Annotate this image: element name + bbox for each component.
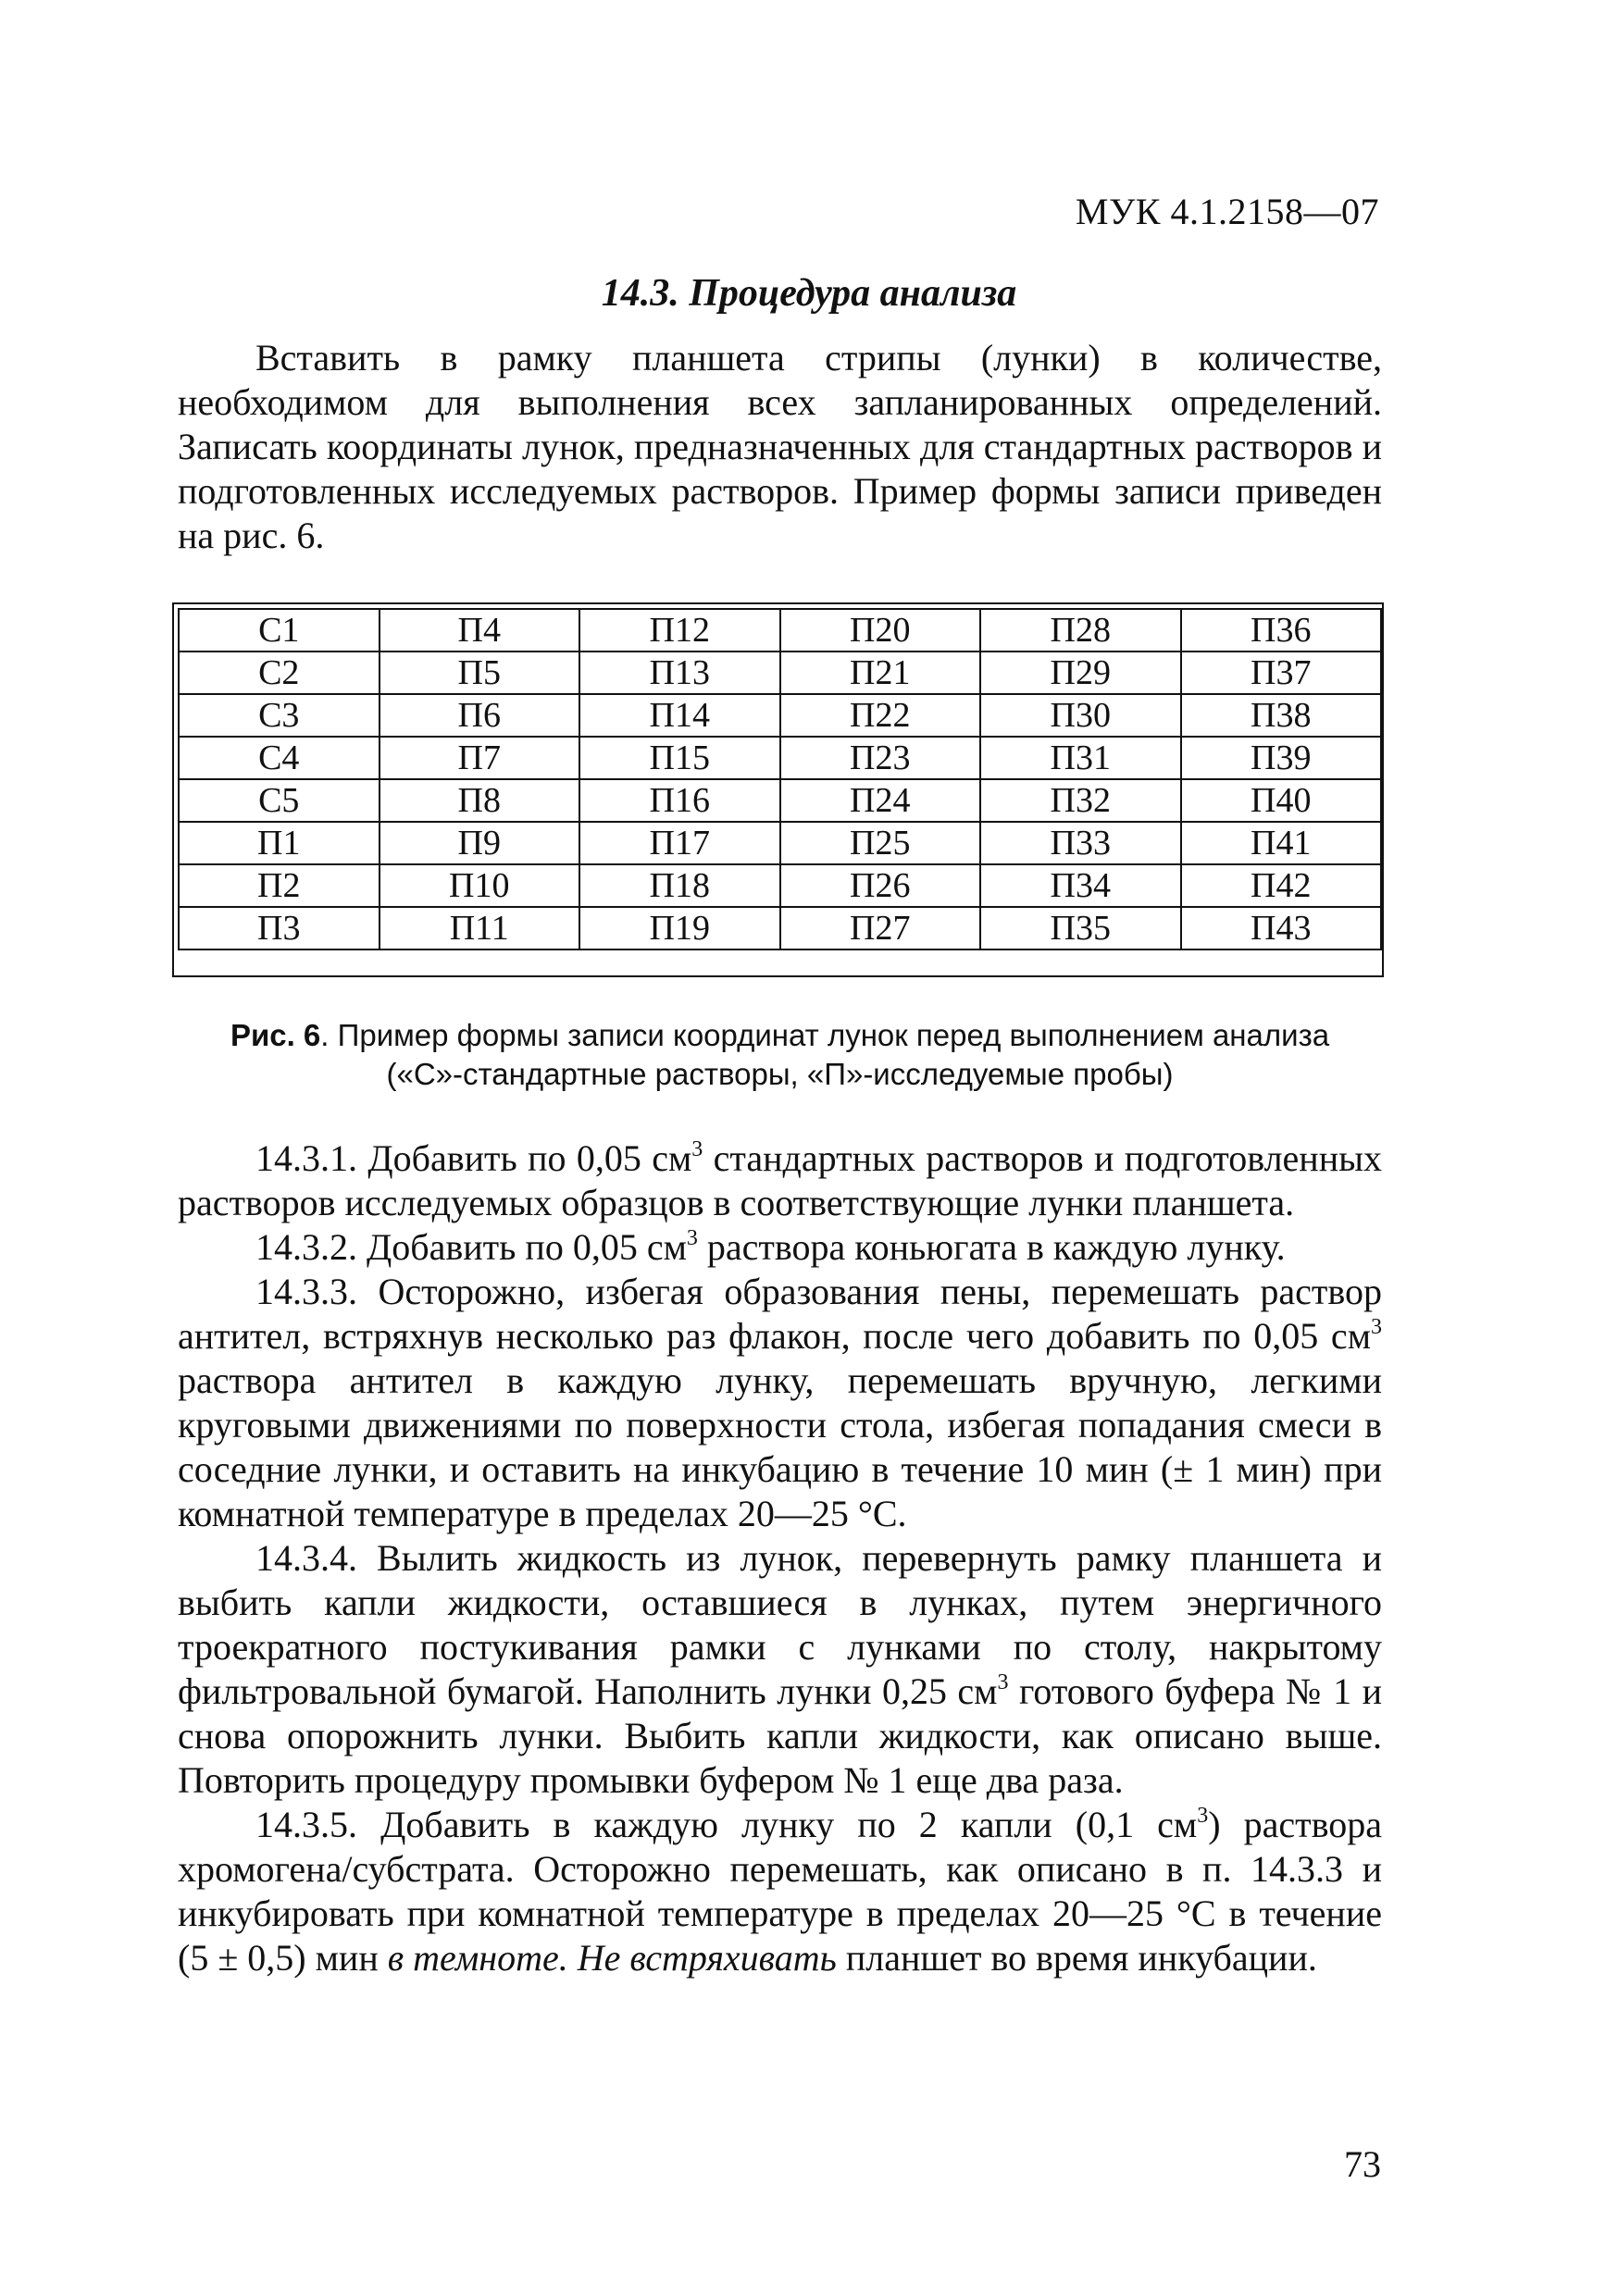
caption-line-1	[178, 1016, 1382, 1055]
step-14-3-3: 14.3.3. Осторожно, избегая образования пены, перемешать раствор антител, встряхнув несколько раз флакон, после чего добавить по 0,05 $см^3$ раствора антител в каждую лунку, перемешать вручную, легкими круговыми движениями по поверхности стола, избегая попадания смеси в соседние лунки, и оставить на инкубацию в течение 10 мин (± 1 мин) при комнатной температуре в пределах 20—25 °С.	[178, 1271, 1382, 1534]
table-cell: С4	[179, 737, 380, 779]
table-cell: П36	[1181, 609, 1382, 652]
table-row	[179, 822, 1381, 864]
table-row	[179, 907, 1381, 949]
table-cell: П40	[1181, 779, 1382, 822]
table-cell: П11	[380, 907, 580, 949]
table-cell: С5	[179, 779, 380, 822]
table-cell: П7	[380, 737, 580, 779]
table-cell: П22	[780, 694, 981, 737]
table-cell: С3	[179, 694, 380, 737]
caption-text-1: . Пример формы записи координат лунок перед выполнением анализа	[320, 1018, 1330, 1052]
table-cell: П24	[780, 779, 981, 822]
figure-caption	[178, 1016, 1382, 1094]
table-cell: П14	[579, 694, 780, 737]
table-cell: С1	[179, 609, 380, 652]
table-cell: П30	[980, 694, 1181, 737]
table-cell: П23	[780, 737, 981, 779]
table-cell: П12	[579, 609, 780, 652]
table-cell: П5	[380, 652, 580, 694]
table-cell: П17	[579, 822, 780, 864]
table-cell: П26	[780, 864, 981, 907]
table-cell: П21	[780, 652, 981, 694]
caption-line-2: («С»-стандартные растворы, «П»-исследуемые пробы)	[386, 1057, 1174, 1091]
table-cell: П32	[980, 779, 1181, 822]
procedure-steps	[178, 1136, 1382, 1980]
page-number: 73	[1344, 2143, 1381, 2185]
step-14-3-4: 14.3.4. Вылить жидкость из лунок, перевернуть рамку планшета и выбить капли жидкости, оставшиеся в лунках, путем энергичного троекратного постукивания рамки с лунками по столу, накрытому фильтровальной бумагой. Наполнить лунки 0,25 $см^3$ готового буфера № 1 и снова опорожнить лунки. Выбить капли жидкости, как описано выше. Повторить процедуру промывки буфером № 1 еще два раза.	[178, 1537, 1383, 1801]
table-cell: П38	[1181, 694, 1382, 737]
table-cell: П20	[780, 609, 981, 652]
table-cell: П31	[980, 737, 1181, 779]
table-cell: П6	[380, 694, 580, 737]
step-14-3-2: 14.3.2. Добавить по 0,05 $см^3$ раствора коньюгата в каждую лунку.	[255, 1226, 1286, 1268]
table-cell: П10	[380, 864, 580, 907]
table-cell: П15	[579, 737, 780, 779]
document-code: МУК 4.1.2158—07	[1075, 191, 1379, 232]
table-row	[179, 609, 1381, 652]
table-cell: П19	[579, 907, 780, 949]
table-cell: П29	[980, 652, 1181, 694]
table-cell: П27	[780, 907, 981, 949]
table-cell: П35	[980, 907, 1181, 949]
table-cell: П42	[1181, 864, 1382, 907]
table-row	[179, 779, 1381, 822]
step-14-3-1: 14.3.1. Добавить по 0,05 $см^3$ стандартных растворов и подготовленных растворов исследуемых образцов в соответствующие лунки планшета.	[178, 1137, 1382, 1223]
table-row	[179, 652, 1381, 694]
table-row	[179, 737, 1381, 779]
table-cell: П8	[380, 779, 580, 822]
table-cell: П4	[380, 609, 580, 652]
table-cell: П1	[179, 822, 380, 864]
table-row	[179, 694, 1381, 737]
step-14-3-5: 14.3.5. Добавить в каждую лунку по 2 капли (0,1 $см^3$) раствора хромогена/субстрата. Осторожно перемешать, как описано в п. 14.3.3 и инкубировать при комнатной температуре в пределах 20—25 °С в течение (5 ± 0,5) мин в темноте. Не встряхивать планшет во время инкубации.	[178, 1804, 1382, 1979]
table-cell: П33	[980, 822, 1181, 864]
table-cell: П13	[579, 652, 780, 694]
well-coordinates-table	[178, 608, 1382, 950]
table-cell: П37	[1181, 652, 1382, 694]
table-cell: П28	[980, 609, 1181, 652]
table-cell: П25	[780, 822, 981, 864]
table-row	[179, 864, 1381, 907]
table-cell: П2	[179, 864, 380, 907]
table-cell: П16	[579, 779, 780, 822]
table-cell: П43	[1181, 907, 1382, 949]
table-cell: П34	[980, 864, 1181, 907]
table-cell: П9	[380, 822, 580, 864]
intro-paragraph	[178, 336, 1382, 558]
intro-text: Вставить в рамку планшета стрипы (лунки) в количестве, необходимом для выполнения всех запланированных определений. Записать координаты лунок, предназначенных для стандартных растворов и подготовленных исследуемых растворов. Пример формы записи приведен на рис. 6.	[178, 337, 1382, 556]
table-cell: С2	[179, 652, 380, 694]
table-cell: П39	[1181, 737, 1382, 779]
table-cell: П3	[179, 907, 380, 949]
figure-label: Рис. 6	[230, 1018, 321, 1052]
table-cell: П18	[579, 864, 780, 907]
table-cell: П41	[1181, 822, 1382, 864]
section-title: 14.3. Процедура анализа	[601, 272, 1017, 315]
